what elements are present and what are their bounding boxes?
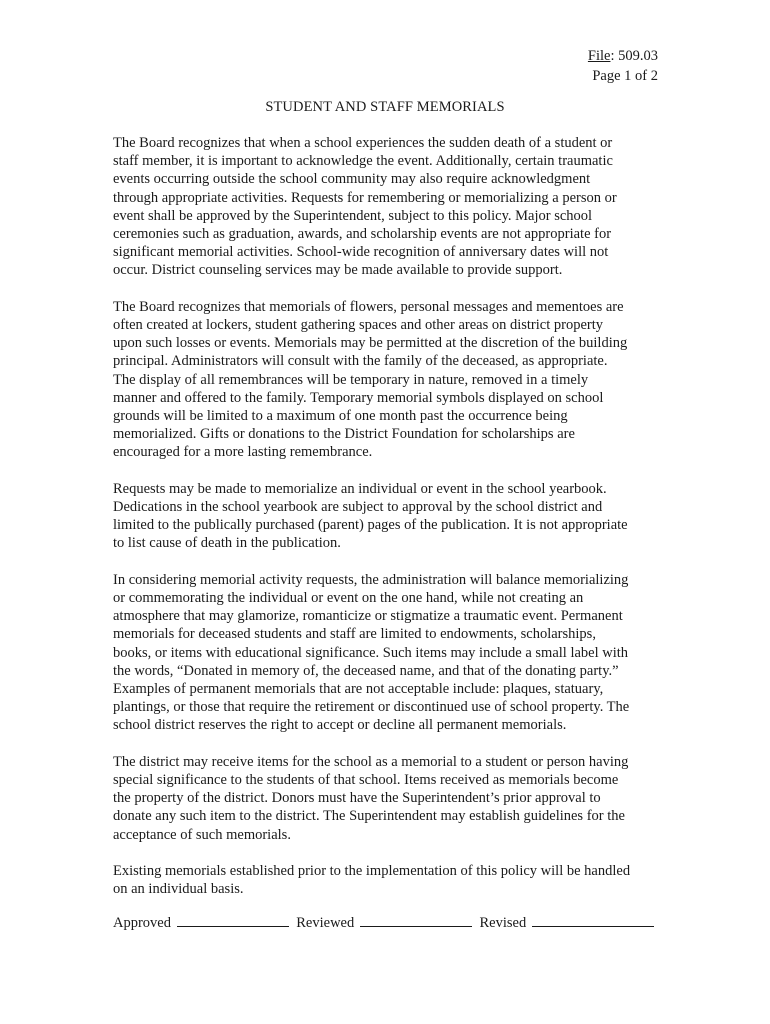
paragraph-line: through appropriate activities. Requests for remembering or memorializing a person or [113,189,617,206]
revised-blank [532,912,654,927]
paragraph-line: Examples of permanent memorials that are not acceptable include: plaques, statuary, [113,681,604,698]
body-paragraph [113,480,661,553]
document-body [113,134,661,917]
paragraph-line: principal. Administrators will consult with the family of the deceased, as appropriate. [113,353,608,370]
paragraph-line: plantings, or those that require the retirement or discontinued use of school property. The [113,699,630,716]
paragraph-line: upon such losses or events. Memorials may be permitted at the discretion of the building [113,335,628,352]
paragraph-line: encouraged for a more lasting remembrance. [113,444,373,461]
reviewed-label: Reviewed [296,915,355,931]
paragraph-line: memorials for deceased students and staff are limited to endowments, scholarships, [113,626,596,643]
paragraph-line: event shall be approved by the Superintendent, subject to this policy. Major school [113,207,593,224]
reviewed-blank [360,912,472,927]
paragraph-line: manner and offered to the family. Temporary memorial symbols displayed on school [113,389,604,406]
body-paragraph [113,571,661,735]
document-title: STUDENT AND STAFF MEMORIALS [265,99,505,115]
paragraph-line: often created at lockers, student gathering spaces and other areas on district property [113,317,603,334]
paragraph-line: atmosphere that may glamorize, romanticize or stigmatize a traumatic event. Permanent [113,608,623,625]
paragraph-line: The Board recognizes that memorials of flowers, personal messages and mementoes are [113,298,624,315]
paragraph-line: Requests may be made to memorialize an individual or event in the school yearbook. [113,480,607,497]
file-label: File [587,48,611,64]
approval-footer [113,912,658,933]
paragraph-line: The Board recognizes that when a school experiences the sudden death of a student or [113,135,613,151]
paragraph-line: acceptance of such memorials. [113,826,291,843]
file-reference [588,46,658,66]
paragraph-line: memorialized. Gifts or donations to the District Foundation for scholarships are [113,426,575,443]
approved-label: Approved [113,915,171,931]
paragraph-line: The district may receive items for the school as a memorial to a student or person having [113,753,629,770]
document-header [588,46,658,86]
body-paragraph [113,134,661,280]
paragraph-line: special significance to the students of that school. Items received as memorials become [113,772,619,789]
paragraph-line: school district reserves the right to accept or decline all permanent memorials. [113,717,567,734]
body-paragraph [113,298,661,462]
body-paragraph [113,753,661,844]
page-number: Page 1 of 2 [592,68,658,84]
paragraph-line: on an individual basis. [113,881,244,898]
paragraph-line: grounds will be limited to a maximum of one month past the occurrence being [113,408,568,425]
revised-label: Revised [479,915,527,931]
paragraph-line: staff member, it is important to acknowledge the event. Additionally, certain traumatic [113,153,613,170]
paragraph-line: ceremonies such as graduation, awards, and scholarship events are not appropriate for [113,226,612,243]
paragraph-line: donate any such item to the district. The Superintendent may establish guidelines for the [113,808,625,825]
paragraph-line: events occurring outside the school community may also require acknowledgment [113,171,591,188]
file-number: : 509.03 [610,48,658,64]
paragraph-line: the words, “Donated in memory of, the deceased name, and that of the donating party.” [113,662,619,679]
body-paragraph [113,862,661,898]
paragraph-line: limited to the publically purchased (parent) pages of the publication. It is not appropriate [113,517,628,534]
paragraph-line: Dedications in the school yearbook are subject to approval by the school district and [113,499,603,516]
paragraph-line: Existing memorials established prior to the implementation of this policy will be handled [113,863,631,880]
approved-blank [177,912,289,927]
paragraph-line: In considering memorial activity requests, the administration will balance memorializing [113,571,629,588]
paragraph-line: to list cause of death in the publication. [113,535,341,552]
paragraph-line: books, or items with educational significance. Such items may include a small label with [113,644,629,661]
paragraph-line: occur. District counseling services may be made available to provide support. [113,262,563,279]
paragraph-line: The display of all remembrances will be temporary in nature, removed in a timely [113,371,589,388]
paragraph-line: the property of the district. Donors must have the Superintendent’s prior approval to [113,790,601,807]
paragraph-line: significant memorial activities. School-wide recognition of anniversary dates will not [113,244,609,261]
paragraph-line: or commemorating the individual or event on the one hand, while not creating an [113,590,584,607]
